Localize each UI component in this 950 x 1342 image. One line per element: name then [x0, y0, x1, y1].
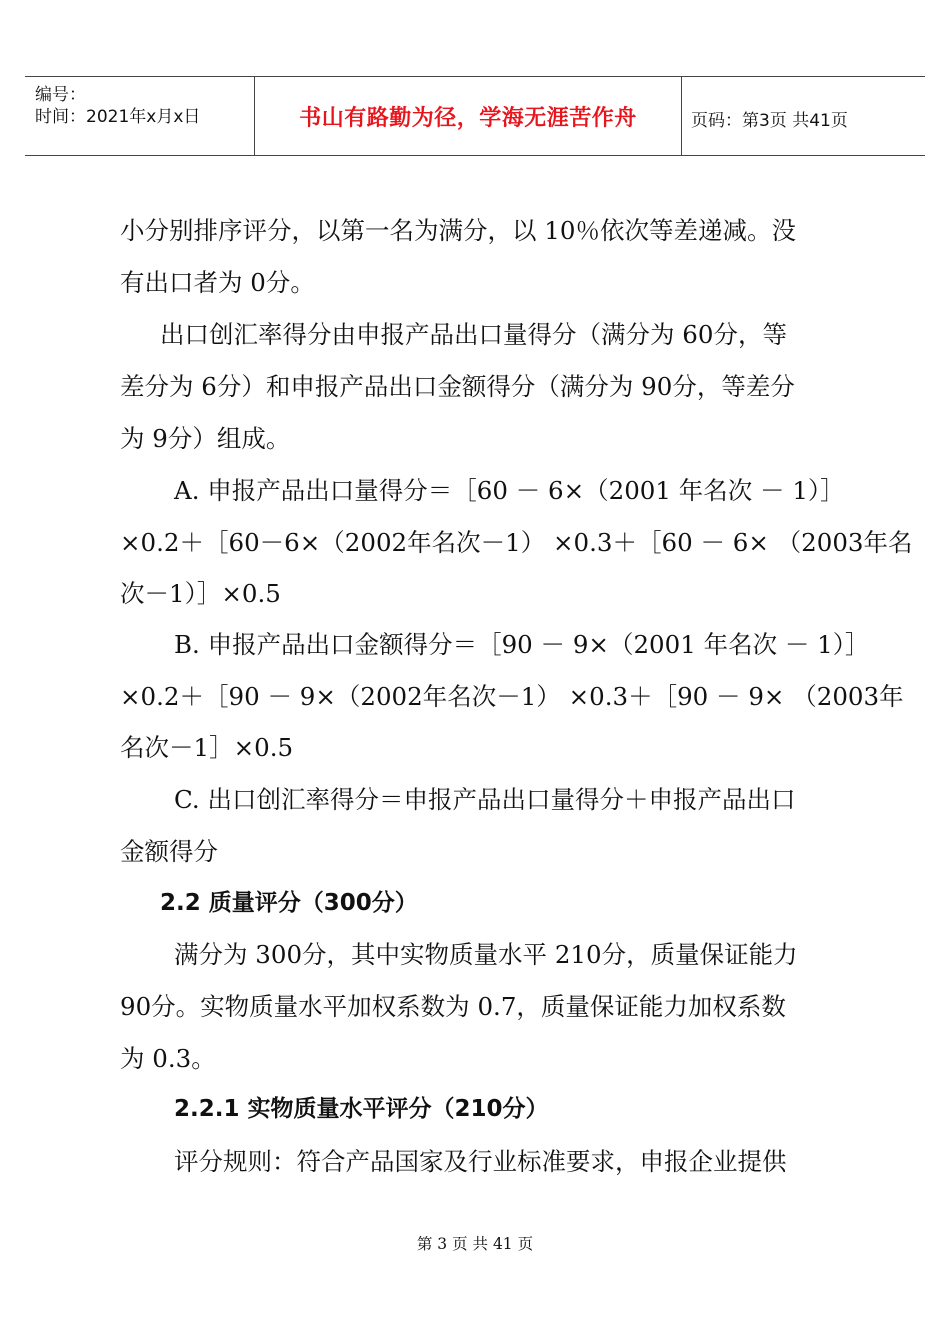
body-line: 评分规则：符合产品国家及行业标准要求，申报企业提供 [174, 1147, 787, 1176]
body-line: 出口创汇率得分由申报产品出口量得分（满分为 60分，等 [160, 320, 787, 349]
body-line: 小分别排序评分，以第一名为满分，以 10％依次等差递减。没 [120, 216, 796, 245]
body-line: 为 0.3。 [120, 1044, 216, 1073]
body-line: 满分为 300分，其中实物质量水平 210分，质量保证能力 [174, 940, 798, 969]
body-line: B. 申报产品出口金额得分＝［90 － 9×（2001 年名次 － 1）］ [174, 630, 870, 659]
body-line: 次－1）］×0.5 [120, 579, 281, 608]
page-footer: 第 3 页 共 41 页 [416, 1235, 534, 1253]
body-line: ×0.2＋［60－6×（2002年名次－1） ×0.3＋［60 － 6× （2003年名 [120, 528, 913, 557]
subsection-heading: 2.2.1 实物质量水平评分（210分） [174, 1096, 549, 1122]
body-line: 名次－1］×0.5 [120, 733, 294, 762]
body-line: ×0.2＋［90 － 9×（2002年名次－1） ×0.3＋［90 － 9× （2003年 [120, 682, 904, 711]
document-number-label: 编号： [35, 85, 86, 105]
body-line: 差分为 6分）和申报产品出口金额得分（满分为 90分，等差分 [120, 372, 795, 401]
header-right-cell [680, 77, 925, 155]
body-line: 90分。实物质量水平加权系数为 0.7，质量保证能力加权系数 [120, 992, 786, 1021]
document-time: 时间：2021年x月x日 [35, 107, 201, 127]
body-line: 有出口者为 0分。 [120, 268, 315, 297]
body-line: A. 申报产品出口量得分＝［60 － 6×（2001 年名次 － 1）］ [174, 476, 845, 505]
body-line: 金额得分 [120, 837, 218, 866]
header-left-cell [25, 77, 254, 155]
header-center-cell [254, 77, 682, 155]
body-line: C. 出口创汇率得分＝申报产品出口量得分＋申报产品出口 [174, 785, 796, 814]
page-header [25, 76, 925, 156]
header-page-info: 页码：第3页 共41页 [691, 111, 848, 131]
header-motto: 书山有路勤为径，学海无涯苦作舟 [299, 105, 637, 131]
section-heading: 2.2 质量评分（300分） [160, 890, 418, 916]
body-line: 为 9分）组成。 [120, 424, 291, 453]
